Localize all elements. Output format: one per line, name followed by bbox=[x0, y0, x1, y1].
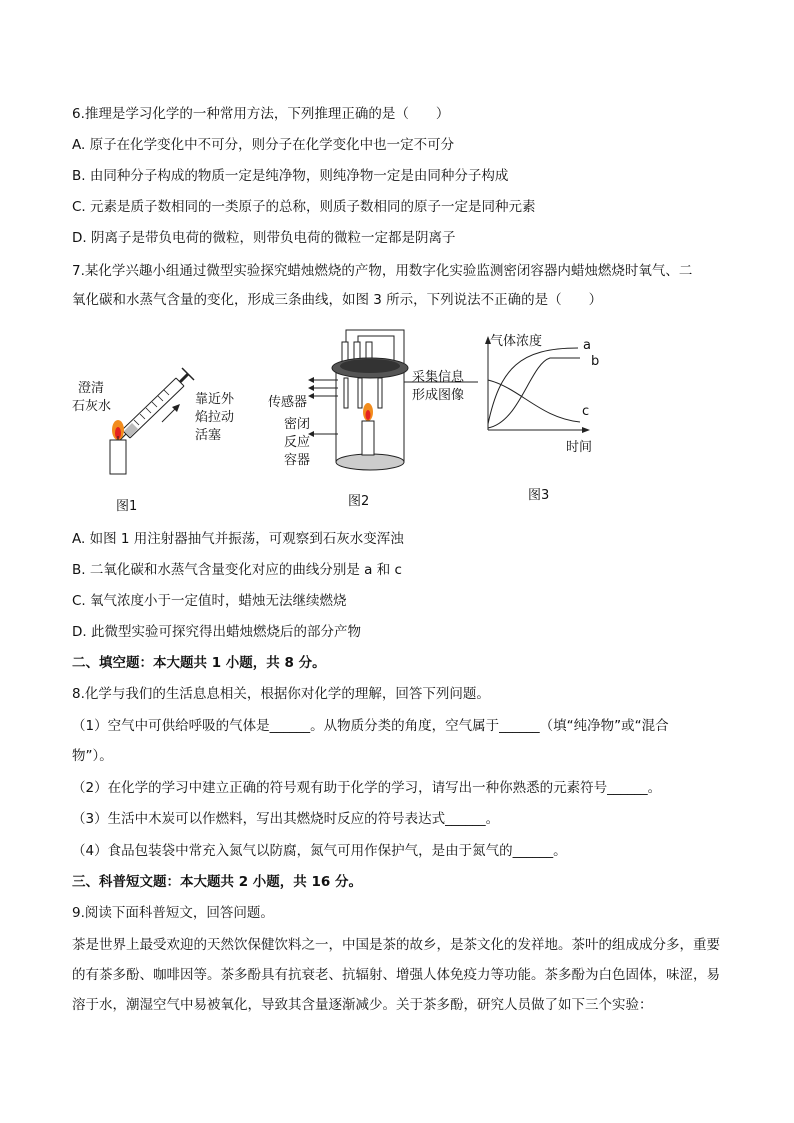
q6-option-a: A. 原子在化学变化中不可分，则分子在化学变化中也一定不可分 bbox=[72, 137, 455, 153]
fig3-curve-a-label: a bbox=[583, 338, 591, 353]
fig3-curve-c-label: c bbox=[582, 404, 590, 419]
q6-option-b: B. 由同种分子构成的物质一定是纯净物，则纯净物一定是由同种分子构成 bbox=[72, 168, 509, 184]
q6-stem: 6.推理是学习化学的一种常用方法，下列推理正确的是（ ） bbox=[72, 106, 450, 122]
fig1-label-pull-3: 活塞 bbox=[195, 428, 222, 443]
q7-option-a: A. 如图 1 用注射器抽气并振荡，可观察到石灰水变浑浊 bbox=[72, 531, 404, 547]
fig1-label-limewater-2: 石灰水 bbox=[72, 399, 112, 414]
q9-stem: 9.阅读下面科普短文，回答问题。 bbox=[72, 905, 274, 921]
q8-part1-line2: 物”）。 bbox=[72, 748, 113, 764]
q8-part1-line1: （1）空气中可供给呼吸的气体是______。从物质分类的角度，空气属于______（填“纯净物”或“混合 bbox=[72, 718, 669, 734]
fig3-caption: 图3 bbox=[528, 488, 550, 503]
q7-stem-line1: 7.某化学兴趣小组通过微型实验探究蜡烛燃烧的产物，用数字化实验监测密闭容器内蜡烛燃烧时氧气、二 bbox=[72, 263, 693, 279]
q8-part3: （3）生活中木炭可以作燃料，写出其燃烧时反应的符号表达式______。 bbox=[72, 811, 500, 827]
q6-option-d: D. 阴离子是带负电荷的微粒，则带负电荷的微粒一定都是阴离子 bbox=[72, 230, 456, 246]
section-heading-science-reading: 三、科普短文题：本大题共 2 小题，共 16 分。 bbox=[72, 874, 362, 890]
fig2-label-container-3: 容器 bbox=[284, 453, 311, 468]
fig2-label-container-1: 密闭 bbox=[284, 417, 311, 432]
candle bbox=[110, 440, 126, 474]
fig3-curve-a bbox=[488, 348, 578, 424]
q8-stem: 8.化学与我们的生活息息相关，根据你对化学的理解，回答下列问题。 bbox=[72, 686, 490, 702]
fig1-label-pull-2: 焰拉动 bbox=[195, 410, 235, 425]
q8-part2: （2）在化学的学习中建立正确的符号观有助于化学的学习，请写出一种你熟悉的元素符号______。 bbox=[72, 780, 662, 796]
fig3-ylabel: 气体浓度 bbox=[490, 334, 543, 349]
q8-part4: （4）食品包装袋中常充入氮气以防腐，氮气可用作保护气，是由于氮气的______。 bbox=[72, 843, 567, 859]
fig3-curve-b bbox=[488, 358, 580, 428]
q7-option-b: B. 二氧化碳和水蒸气含量变化对应的曲线分别是 a 和 c bbox=[72, 562, 402, 578]
fig2-label-container-2: 反应 bbox=[284, 435, 311, 450]
fig2-label-collect-1: 采集信息 bbox=[412, 370, 465, 385]
syringe-illustration bbox=[114, 368, 194, 446]
q9-passage: 茶是世界上最受欢迎的天然饮保健饮料之一，中国是茶的故乡，是茶文化的发祥地。茶叶的组成成分多，重要的有茶多酚、咖啡因等。茶多酚具有抗衰老、抗辐射、增强人体免疫力等功能。茶多酚为白色固体，味涩，易溶于水，潮湿空气中易被氧化，导致其含量逐渐减少。关于茶多酚，研究人员做了如下三个实验： bbox=[72, 937, 720, 1013]
fig2-label-collect-2: 形成图像 bbox=[412, 388, 465, 403]
fig1-caption: 图1 bbox=[116, 499, 138, 514]
q6-option-c: C. 元素是质子数相同的一类原子的总称，则质子数相同的原子一定是同种元素 bbox=[72, 199, 536, 215]
q7-option-d: D. 此微型实验可探究得出蜡烛燃烧后的部分产物 bbox=[72, 624, 361, 640]
q7-option-c: C. 氧气浓度小于一定值时，蜡烛无法继续燃烧 bbox=[72, 593, 347, 609]
figure-1 bbox=[70, 340, 260, 520]
fig3-curve-b-label: b bbox=[591, 354, 600, 369]
fig3-xlabel: 时间 bbox=[566, 440, 593, 455]
section-heading-fill-in: 二、填空题：本大题共 1 小题，共 8 分。 bbox=[72, 655, 326, 671]
fig1-label-pull-1: 靠近外 bbox=[195, 392, 235, 407]
q7-stem-line2: 氧化碳和水蒸气含量的变化，形成三条曲线，如图 3 所示，下列说法不正确的是（ ） bbox=[72, 292, 603, 308]
fig2-caption: 图2 bbox=[348, 494, 370, 509]
fig1-label-limewater-1: 澄清 bbox=[78, 381, 105, 396]
fig3-curve-c bbox=[488, 380, 580, 422]
fig2-label-sensor: 传感器 bbox=[268, 395, 308, 410]
